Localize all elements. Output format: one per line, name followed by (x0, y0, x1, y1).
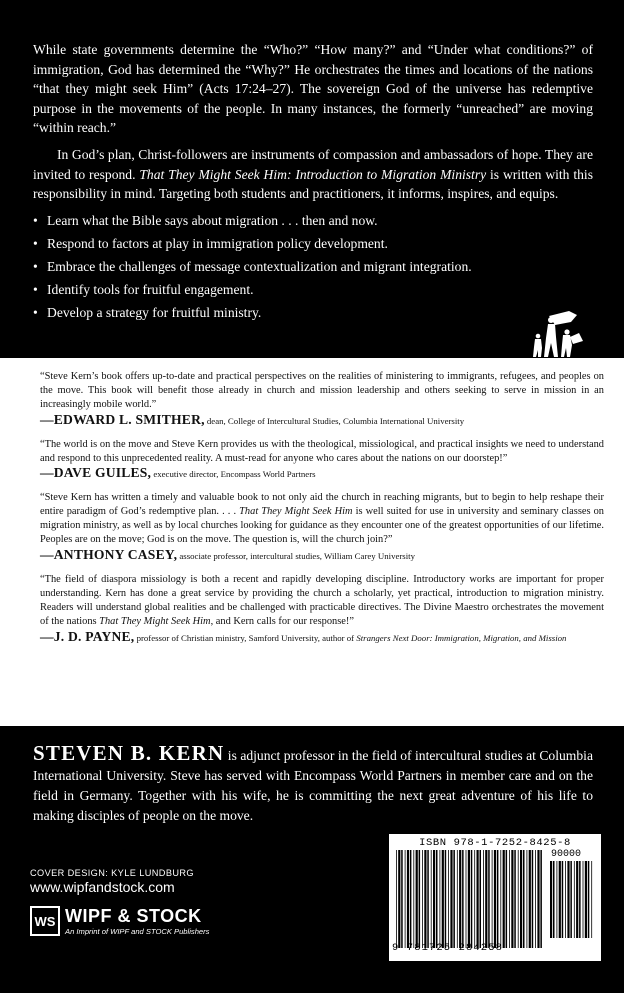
barcode-bar (457, 850, 458, 948)
endorsement (40, 491, 604, 564)
price-barcode-bars-icon (549, 861, 595, 938)
barcode-bar (419, 850, 421, 948)
barcode-bar (401, 850, 403, 948)
barcode-bar (562, 861, 564, 938)
feature-item: • Embrace the challenges of message contextualization and migrant integration. (33, 257, 593, 277)
barcode-bar (485, 850, 487, 948)
endorser-name: —ANTHONY CASEY, (40, 546, 178, 562)
feature-item: • Respond to factors at play in immigration policy development. (33, 234, 593, 254)
barcode-bar (553, 861, 555, 938)
barcode-bar (445, 850, 447, 948)
endorsement-text: “Steve Kern has written a timely and valuable book to not only aid the church in reaching migrants, but to begin to help reshape their entire paradigm of God’s redemptive plan. . . . (40, 492, 604, 518)
barcode-bar (520, 850, 522, 948)
barcode-bar (565, 861, 566, 938)
endorsement-text: is well suited for use in university and seminary classes on migration ministry, as well as by local churches looking for guidance as they encounter one of the greatest opportunities of our lifetime. Peoples are on the move; God is on the move. The question is, will the church join?” (40, 506, 605, 546)
barcode-bar (535, 850, 536, 948)
barcode-bar (532, 850, 534, 948)
barcode-bar (506, 850, 508, 948)
barcode-bar (422, 850, 423, 948)
publisher-logo-icon: WS (30, 906, 60, 936)
endorsement-text: “The world is on the move and Steve Kern provides us with the theological, missiological, and practical insights we need to understand and respond to this unprecedented reality. A must-read for anyone who cares about the nations on our doorstep!” (40, 438, 604, 464)
endorsements-panel (0, 358, 624, 726)
barcode-bar (410, 850, 412, 948)
barcode-bar (570, 861, 572, 938)
barcode-bar (527, 850, 528, 948)
migrants-silhouette-icon (525, 311, 587, 357)
endorser-role: associate professor, intercultural studies, William Carey University (177, 550, 416, 561)
barcode-bar (567, 861, 569, 938)
barcode-bar (424, 850, 426, 948)
publisher-logo (30, 906, 209, 936)
intro-paragraph-2 (33, 145, 593, 204)
barcode-bar (483, 850, 484, 948)
feature-item: • Identify tools for fruitful engagement. (33, 280, 593, 300)
endorser-name: —DAVE GUILES, (40, 465, 152, 481)
author-name: STEVEN B. KERN (33, 741, 225, 765)
barcode-bar (514, 850, 516, 948)
book-title: That They Might Seek Him (239, 506, 353, 518)
book-title: That They Might Seek Him (99, 615, 211, 627)
barcode-bar (574, 861, 575, 938)
barcode-bar (588, 861, 590, 938)
barcode-bar (413, 850, 414, 948)
barcode-bar (557, 861, 558, 938)
barcode-bar (416, 850, 418, 948)
barcode-bar (453, 850, 455, 948)
barcode-bar (488, 850, 490, 948)
barcode-bar (529, 850, 531, 948)
intro-section (33, 40, 593, 326)
barcode-bars-icon (395, 850, 545, 948)
barcode-bar (523, 850, 525, 948)
intro-paragraph-2-text-b: is written with this responsibility in mind. Targeting both students and practitioners, it informs, inspires, and equips. (33, 166, 593, 202)
endorsement-attribution (40, 466, 604, 482)
barcode-bar (440, 850, 441, 948)
endorsement-text: , and Kern calls for our response!” (210, 615, 354, 627)
author-bio-text: is adjunct professor in the field of intercultural studies at Columbia International University. Steve has served with Encompass World Partners in member care and on the field in Germany. Together with his wife, he is committing the next great adventure of his life to making disciples of people on the move. (33, 748, 593, 823)
publisher-name: WIPF & STOCK (65, 905, 202, 926)
barcode-bar (591, 861, 592, 938)
endorsement (40, 370, 604, 429)
barcode-bar (585, 861, 587, 938)
barcode-bar (579, 861, 581, 938)
feature-item: • Learn what the Bible says about migration . . . then and now. (33, 211, 593, 231)
barcode-bar (474, 850, 475, 948)
barcode-bar (492, 850, 493, 948)
barcode-digits: 9 781725 284258 (392, 942, 504, 954)
feature-item: • Develop a strategy for fruitful ministry. (33, 303, 593, 323)
barcode-bar (450, 850, 452, 948)
endorsement (40, 573, 604, 646)
barcode-bar (471, 850, 473, 948)
barcode-bar (405, 850, 406, 948)
intro-paragraph-2-text-a: In God’s plan, Christ-followers are instruments of compassion and ambassadors of hope. They are invited to respond. (33, 146, 593, 182)
barcode-bar (436, 850, 438, 948)
barcode-bar (466, 850, 467, 948)
barcode-bar (494, 850, 496, 948)
author-bio (33, 743, 593, 826)
publisher-imprint: An Imprint of WIPF and STOCK Publishers (65, 926, 210, 936)
intro-paragraph-1: While state governments determine the “Who?” “How many?” and “Under what conditions?” of immigration, God has determined the “Why?” He orchestrates the times and locations of the nations “that they might seek Him” (Acts 17:24–27). The sovereign God of the universe has redemptive purpose in the movements of the people. In many instances, the formerly “unreached” are moving “within reach.” (33, 42, 593, 136)
barcode-bar (518, 850, 519, 948)
barcode-bar (550, 861, 552, 938)
barcode-bar (442, 850, 444, 948)
barcode-bar (500, 850, 501, 948)
endorser-book-title: Strangers Next Door: Immigration, Migration, and Mission (356, 632, 567, 643)
barcode-bar (509, 850, 510, 948)
barcode-bar (448, 850, 449, 948)
endorser-role: dean, College of Intercultural Studies, Columbia International University (204, 415, 465, 426)
endorser-role: executive director, Encompass World Partners (151, 469, 316, 480)
endorser-name: —EDWARD L. SMITHER, (40, 411, 205, 427)
barcode-bar (433, 850, 435, 948)
barcode-bar (559, 861, 561, 938)
barcode-bar (407, 850, 409, 948)
barcode-bar (537, 850, 539, 948)
barcode-bar (396, 850, 397, 948)
barcode-bar (477, 850, 479, 948)
barcode-bar (503, 850, 505, 948)
barcode-bar (511, 850, 513, 948)
barcode (389, 834, 601, 961)
publisher-website: www.wipfandstock.com (30, 879, 175, 895)
endorsement-attribution (40, 548, 604, 564)
endorsement-attribution (40, 630, 604, 646)
book-title: That They Might Seek Him: Introduction to Migration Ministry (139, 166, 487, 182)
barcode-bar (427, 850, 429, 948)
barcode-bar (583, 861, 584, 938)
feature-list (33, 211, 593, 323)
endorsement-attribution (40, 413, 604, 429)
cover-design-credit: COVER DESIGN: KYLE LUNDBURG (30, 868, 194, 878)
barcode-bar (468, 850, 470, 948)
barcode-bar (462, 850, 464, 948)
barcode-bar (540, 850, 542, 948)
barcode-bar (576, 861, 578, 938)
endorsement-text: “The field of diaspora missiology is both a recent and rapidly developing discipline. Introductory works are important for proper understanding. Kern has done a great service by providing the church a scholarly, yet practical, introduction to migration ministry. Readers will understand global realities and be challenged with practicable directives. The Divine Maestro orchestrates the movement of the nations (40, 573, 604, 627)
price-code: 90000 (551, 849, 582, 860)
endorsement (40, 438, 604, 483)
endorsement-text: “Steve Kern’s book offers up-to-date and practical perspectives on the realities of ministering to immigrants, refugees, and peoples on the move. This book will benefit those already in church and mission leadership and others seeking to serve in mission in an increasingly mobile world.” (40, 371, 604, 410)
barcode-bar (480, 850, 482, 948)
endorser-name: —J. D. PAYNE, (40, 628, 135, 644)
endorser-role: professor of Christian ministry, Samford University, author of (134, 632, 357, 643)
barcode-bar (431, 850, 432, 948)
barcode-bar (497, 850, 499, 948)
barcode-bar (459, 850, 461, 948)
barcode-bar (398, 850, 400, 948)
isbn-label: ISBN 978-1-7252-8425-8 (419, 837, 571, 849)
